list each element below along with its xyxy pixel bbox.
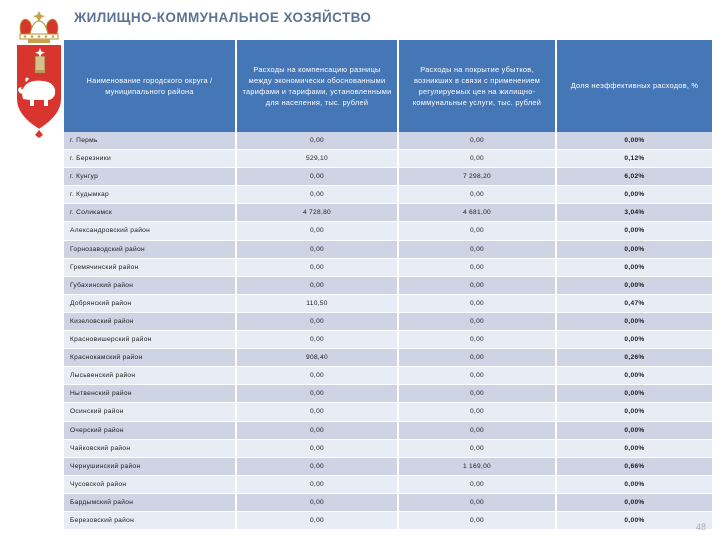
cell-losses: 0,00	[398, 150, 556, 168]
table-row	[64, 475, 712, 493]
cell-losses: 1 169,00	[398, 457, 556, 475]
perm-krai-coat-of-arms-icon	[8, 4, 70, 140]
column-header-compensation: Расходы на компенсацию разницы между экономически обоснованными тарифами и тарифами, установленными для населения, тыс. рублей	[236, 40, 398, 132]
cell-losses: 0,00	[398, 222, 556, 240]
cell-municipality: Нытвенский район	[64, 385, 236, 403]
cell-municipality: Чусовской район	[64, 475, 236, 493]
cell-losses: 0,00	[398, 240, 556, 258]
cell-share: 0,00%	[556, 258, 712, 276]
cell-compensation: 0,00	[236, 385, 398, 403]
cell-municipality: Осинский район	[64, 403, 236, 421]
cell-losses: 0,00	[398, 132, 556, 150]
cell-compensation: 0,00	[236, 258, 398, 276]
cell-share: 3,04%	[556, 204, 712, 222]
cell-municipality: Добрянский район	[64, 294, 236, 312]
cell-municipality: Лысьвенский район	[64, 367, 236, 385]
cell-share: 0,00%	[556, 403, 712, 421]
cell-compensation: 0,00	[236, 331, 398, 349]
cell-losses: 0,00	[398, 385, 556, 403]
cell-share: 0,00%	[556, 186, 712, 204]
cell-compensation: 0,00	[236, 276, 398, 294]
table-row	[64, 385, 712, 403]
cell-municipality: г. Соликамск	[64, 204, 236, 222]
cell-losses: 0,00	[398, 511, 556, 529]
jkh-table-container	[64, 40, 712, 530]
cell-municipality: Березовский район	[64, 511, 236, 529]
cell-losses: 0,00	[398, 276, 556, 294]
cell-losses: 0,00	[398, 331, 556, 349]
cell-share: 0,47%	[556, 294, 712, 312]
table-row	[64, 294, 712, 312]
table-row	[64, 132, 712, 150]
cell-share: 0,00%	[556, 132, 712, 150]
table-row	[64, 457, 712, 475]
cell-share: 6,02%	[556, 168, 712, 186]
cell-compensation: 0,00	[236, 439, 398, 457]
table-header-row	[64, 40, 712, 132]
table-row	[64, 168, 712, 186]
cell-share: 0,00%	[556, 493, 712, 511]
cell-municipality: Губахинский район	[64, 276, 236, 294]
cell-municipality: Чайковский район	[64, 439, 236, 457]
table-row	[64, 204, 712, 222]
table-row	[64, 367, 712, 385]
cell-share: 0,00%	[556, 276, 712, 294]
cell-losses: 0,00	[398, 403, 556, 421]
cell-compensation: 0,00	[236, 186, 398, 204]
cell-share: 0,00%	[556, 367, 712, 385]
cell-municipality: Краснокамский район	[64, 349, 236, 367]
cell-compensation: 0,00	[236, 493, 398, 511]
cell-losses: 0,00	[398, 367, 556, 385]
shield-part	[16, 44, 62, 130]
cell-compensation: 0,00	[236, 457, 398, 475]
cell-municipality: Очерский район	[64, 421, 236, 439]
page-number: 48	[695, 522, 706, 532]
column-header-share: Доля неэффективных расходов, %	[556, 40, 712, 132]
cell-share: 0,00%	[556, 511, 712, 529]
jkh-expenses-table	[64, 40, 712, 530]
cell-losses: 0,00	[398, 421, 556, 439]
cell-losses: 0,00	[398, 294, 556, 312]
cell-compensation: 0,00	[236, 312, 398, 330]
cell-municipality: Чернушинский район	[64, 457, 236, 475]
cell-municipality: Красновишерский район	[64, 331, 236, 349]
cell-compensation: 0,00	[236, 222, 398, 240]
cell-compensation: 0,00	[236, 403, 398, 421]
cell-compensation: 0,00	[236, 367, 398, 385]
cell-losses: 4 681,00	[398, 204, 556, 222]
cell-compensation: 0,00	[236, 421, 398, 439]
table-row	[64, 222, 712, 240]
cell-municipality: г. Кунгур	[64, 168, 236, 186]
cell-losses: 0,00	[398, 312, 556, 330]
column-header-losses: Расходы на покрытие убытков, возникших в связи с применением регулируемых цен на жилищно-коммунальные услуги, тыс. рублей	[398, 40, 556, 132]
table-row	[64, 150, 712, 168]
cell-compensation: 0,00	[236, 132, 398, 150]
cell-share: 0,26%	[556, 349, 712, 367]
table-row	[64, 403, 712, 421]
column-header-municipality: Наименование городского округа / муниципального района	[64, 40, 236, 132]
table-row	[64, 186, 712, 204]
cell-compensation: 0,00	[236, 240, 398, 258]
cell-share: 0,00%	[556, 421, 712, 439]
crown-part	[20, 11, 58, 43]
cell-compensation: 529,10	[236, 150, 398, 168]
table-row	[64, 276, 712, 294]
cell-share: 0,00%	[556, 240, 712, 258]
cell-share: 0,66%	[556, 457, 712, 475]
cell-losses: 0,00	[398, 258, 556, 276]
table-row	[64, 421, 712, 439]
cell-share: 0,00%	[556, 312, 712, 330]
cell-municipality: Горнозаводский район	[64, 240, 236, 258]
table-row	[64, 511, 712, 529]
cell-municipality: г. Березники	[64, 150, 236, 168]
cell-losses: 7 298,20	[398, 168, 556, 186]
cell-compensation: 908,40	[236, 349, 398, 367]
cell-losses: 0,00	[398, 493, 556, 511]
table-row	[64, 258, 712, 276]
cell-municipality: Бардымский район	[64, 493, 236, 511]
cell-compensation: 0,00	[236, 475, 398, 493]
cell-losses: 0,00	[398, 439, 556, 457]
cell-municipality: г. Пермь	[64, 132, 236, 150]
cell-share: 0,00%	[556, 222, 712, 240]
table-body	[64, 132, 712, 530]
table-row	[64, 312, 712, 330]
table-row	[64, 493, 712, 511]
table-row	[64, 331, 712, 349]
cell-losses: 0,00	[398, 349, 556, 367]
cell-municipality: г. Кудымкар	[64, 186, 236, 204]
page-title: ЖИЛИЩНО-КОММУНАЛЬНОЕ ХОЗЯЙСТВО	[74, 10, 372, 25]
table-row	[64, 439, 712, 457]
table-row	[64, 349, 712, 367]
cell-municipality: Александровский район	[64, 222, 236, 240]
cell-municipality: Гремячинский район	[64, 258, 236, 276]
cell-share: 0,00%	[556, 331, 712, 349]
cell-compensation: 110,50	[236, 294, 398, 312]
cell-share: 0,00%	[556, 475, 712, 493]
cell-share: 0,00%	[556, 439, 712, 457]
cell-municipality: Кизеловский район	[64, 312, 236, 330]
cell-share: 0,00%	[556, 385, 712, 403]
table-row	[64, 240, 712, 258]
cell-compensation: 0,00	[236, 511, 398, 529]
cell-compensation: 4 728,80	[236, 204, 398, 222]
cell-losses: 0,00	[398, 186, 556, 204]
cell-losses: 0,00	[398, 475, 556, 493]
table-header	[64, 40, 712, 132]
cell-compensation: 0,00	[236, 168, 398, 186]
cell-share: 0,12%	[556, 150, 712, 168]
